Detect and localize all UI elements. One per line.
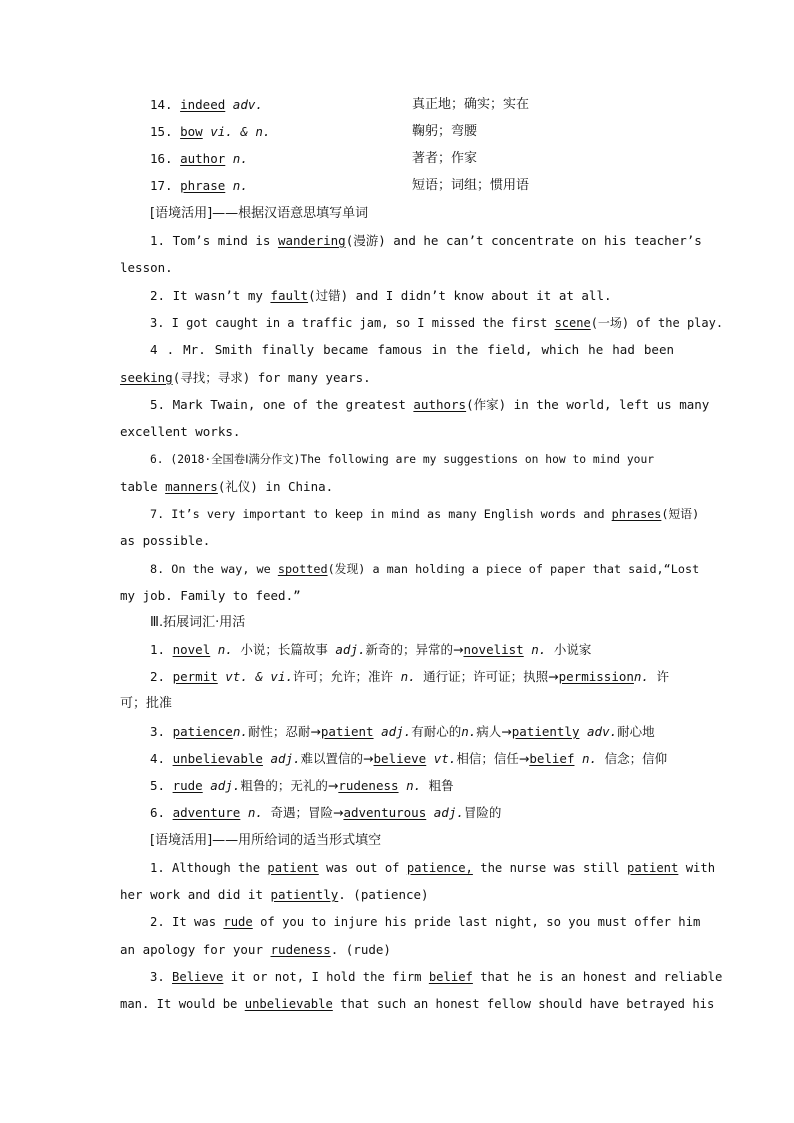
- item-number: 6.: [150, 805, 166, 820]
- pos-label: n.: [217, 642, 233, 657]
- sentence-number: 3.: [150, 970, 173, 984]
- expansion-item: [150, 668, 674, 686]
- answer-blank: patient: [626, 861, 679, 875]
- vocab-meaning: 真正地；确实；实在: [412, 97, 530, 112]
- definition: 许可；允许；准许: [293, 669, 394, 684]
- sentence-number: 1.: [150, 233, 166, 248]
- derived-word: novelist: [463, 642, 524, 657]
- derived-word: adventurous: [343, 805, 427, 820]
- sentence-text: 8. On the way, we: [150, 562, 278, 576]
- expansion-item: [150, 777, 674, 795]
- item-number: 2.: [150, 669, 166, 684]
- definition: 有耐心的: [411, 724, 462, 739]
- sentence-text: . (rude): [330, 942, 391, 957]
- vocab-pos: vi. & n.: [210, 124, 271, 139]
- pos-label: n.: [406, 778, 422, 793]
- sentence-text: an apology for your: [120, 942, 271, 957]
- pos-label: n.: [582, 751, 598, 766]
- exercise-sentence: [150, 287, 674, 305]
- sentence-continuation: excellent works.: [120, 424, 241, 439]
- sentence-text: 5. Mark Twain, one of the greatest: [150, 397, 414, 412]
- sentence-text: 7. It’s very important to keep in mind as many English words and: [150, 507, 612, 521]
- vocab-word: phrase: [180, 178, 226, 193]
- item-number: 5.: [150, 778, 166, 793]
- pos-label: vt.: [433, 751, 457, 766]
- sentence-continuation: [120, 995, 715, 1013]
- definition: 冒险的: [463, 805, 502, 820]
- sentence-continuation: [120, 478, 674, 496]
- answer-blank: Believe: [172, 970, 224, 984]
- sentence-text: 2. It wasn’t my: [150, 288, 271, 303]
- pos-label: adv.: [587, 724, 618, 739]
- pos-label: adj.: [335, 642, 366, 657]
- sentence-continuation: [120, 941, 674, 959]
- vocab-item: [150, 123, 674, 141]
- vocab-item: [150, 150, 674, 168]
- item-number: 4.: [150, 751, 166, 766]
- answer-blank: manners: [165, 479, 218, 494]
- sentence-continuation: [120, 369, 674, 387]
- sentence-continuation: as possible.: [120, 533, 211, 548]
- sentence-text: 2. It was: [150, 915, 224, 929]
- answer-blank: patiently: [270, 887, 339, 902]
- answer-blank: patience,: [406, 861, 473, 875]
- answer-blank: spotted: [277, 562, 328, 576]
- sentence-text: table: [120, 479, 166, 494]
- answer-blank: fault: [270, 288, 309, 303]
- exercise-sentence: 4 . Mr. Smith finally became famous in the field, which he had been: [150, 342, 674, 357]
- derived-word: belief: [529, 751, 575, 766]
- pos-label: adj.: [433, 805, 464, 820]
- headword: rude: [172, 778, 203, 793]
- definition: 难以置信的→: [300, 751, 374, 766]
- sentence-continuation: lesson.: [120, 260, 173, 275]
- expansion-item: [150, 723, 674, 741]
- sentence-text: that he is an honest and reliable: [472, 970, 723, 984]
- vocab-word: author: [180, 151, 226, 166]
- pos-label: adj.: [270, 751, 301, 766]
- item-continuation: 可；批准: [120, 696, 173, 711]
- pos-label: n.: [232, 724, 248, 739]
- sentence-text: her work and did it: [120, 887, 271, 902]
- definition: 小说；长篇故事: [240, 642, 328, 657]
- sentence-text: (作家) in the world, left us many: [466, 397, 710, 412]
- vocab-item: [150, 96, 674, 114]
- expansion-item: [150, 804, 674, 822]
- derived-word: rudeness: [338, 778, 399, 793]
- headword: patience: [172, 724, 233, 739]
- sentence-text: was out of: [318, 861, 407, 875]
- vocab-number: 14.: [150, 97, 173, 112]
- item-number: 3.: [150, 724, 166, 739]
- pos-label: n.: [247, 805, 263, 820]
- definition: 奇遇；冒险→: [270, 805, 344, 820]
- definition: 新奇的；异常的→: [365, 642, 464, 657]
- exercise-sentence: [150, 232, 702, 250]
- headword: novel: [172, 642, 211, 657]
- expansion-item: [150, 641, 674, 659]
- exercise-sentence: [150, 859, 716, 877]
- sentence-text: it or not, I hold the firm: [223, 970, 429, 984]
- sentence-continuation: my job. Family to feed.”: [120, 588, 301, 603]
- answer-blank: phrases: [611, 507, 662, 521]
- sentence-text: Tom’s mind is: [172, 233, 278, 248]
- sentence-text: (发现) a man holding a piece of paper that said,“Lost: [327, 562, 700, 576]
- definition: 耐性；忍耐→: [247, 724, 321, 739]
- answer-blank: authors: [413, 397, 467, 412]
- vocab-number: 16.: [150, 151, 173, 166]
- section-heading: [语境活用]——根据汉语意思填写单词: [150, 206, 369, 221]
- sentence-text: man. It would be: [120, 997, 245, 1011]
- definition: 相信；信任→: [456, 751, 530, 766]
- definition: 粗鲁的；无礼的→: [240, 778, 339, 793]
- vocab-word: bow: [180, 124, 203, 139]
- vocab-pos: n.: [232, 178, 248, 193]
- answer-blank: scene: [554, 316, 591, 330]
- pos-label: n.: [531, 642, 547, 657]
- expansion-item: [150, 750, 674, 768]
- answer-blank: seeking: [120, 370, 173, 385]
- exercise-sentence: [150, 396, 710, 414]
- definition: 病人→: [476, 724, 512, 739]
- sentence-text: . (patience): [338, 887, 429, 902]
- definition: 许: [656, 669, 670, 684]
- vocab-number: 17.: [150, 178, 173, 193]
- sentence-text: (短语): [661, 507, 700, 521]
- pos-label: n.: [400, 669, 416, 684]
- item-number: 1.: [150, 642, 166, 657]
- sentence-text: 1. Although the: [150, 861, 268, 875]
- definition: 粗鲁: [428, 778, 454, 793]
- vocab-meaning: 短语；词组；惯用语: [412, 178, 530, 193]
- derived-word: patiently: [511, 724, 580, 739]
- exercise-sentence: [150, 505, 700, 523]
- exercise-sentence: [150, 560, 700, 578]
- section-heading: Ⅲ.拓展词汇·用活: [150, 615, 246, 630]
- section-heading: [语境活用]——用所给词的适当形式填空: [150, 833, 382, 848]
- pos-label: vt. & vi.: [225, 669, 294, 684]
- sentence-text: (礼仪) in China.: [217, 479, 334, 494]
- sentence-text: with: [678, 861, 716, 875]
- definition: 通行证；许可证；执照→: [423, 669, 559, 684]
- vocab-meaning: 著者；作家: [412, 151, 478, 166]
- vocab-number: 15.: [150, 124, 173, 139]
- pos-label: adj.: [210, 778, 241, 793]
- definition: 耐心地: [617, 724, 655, 739]
- sentence-text: (过错) and I didn’t know about it at all.: [308, 288, 612, 303]
- answer-blank: patient: [267, 861, 319, 875]
- sentence-text: (寻找；寻求) for many years.: [172, 370, 371, 385]
- pos-label: n.: [633, 669, 649, 684]
- derived-word: patient: [320, 724, 374, 739]
- sentence-text: (漫游) and he can’t concentrate on his teacher’s: [345, 233, 702, 248]
- derived-word: believe: [373, 751, 427, 766]
- exercise-sentence: [150, 968, 723, 986]
- pos-label: adj.: [381, 724, 412, 739]
- vocab-word: indeed: [180, 97, 226, 112]
- answer-blank: unbelievable: [244, 997, 333, 1011]
- definition: 信念；信仰: [604, 751, 668, 766]
- sentence-text: that such an honest fellow should have betrayed his: [332, 997, 715, 1011]
- answer-blank: rude: [223, 915, 253, 929]
- exercise-sentence: [150, 314, 724, 332]
- sentence-continuation: [120, 886, 674, 904]
- vocab-item: [150, 177, 674, 195]
- vocab-pos: n.: [232, 151, 248, 166]
- exercise-sentence: [150, 913, 701, 931]
- exercise-sentence: 6. (2018·全国卷Ⅰ满分作文)The following are my suggestions on how to mind your: [150, 453, 655, 466]
- derived-word: permission: [558, 669, 634, 684]
- headword: adventure: [172, 805, 241, 820]
- vocab-pos: adv.: [232, 97, 263, 112]
- answer-blank: wandering: [277, 233, 346, 248]
- answer-blank: belief: [428, 970, 473, 984]
- sentence-text: (一场) of the play.: [590, 316, 724, 330]
- headword: unbelievable: [172, 751, 263, 766]
- definition: 小说家: [553, 642, 592, 657]
- sentence-text: 3. I got caught in a traffic jam, so I missed the first: [150, 316, 555, 330]
- sentence-text: the nurse was still: [472, 861, 627, 875]
- headword: permit: [172, 669, 218, 684]
- vocab-meaning: 鞠躬；弯腰: [412, 124, 478, 139]
- sentence-text: of you to injure his pride last night, so you must offer him: [252, 915, 701, 929]
- answer-blank: rudeness: [270, 942, 331, 957]
- pos-label: n.: [461, 724, 477, 739]
